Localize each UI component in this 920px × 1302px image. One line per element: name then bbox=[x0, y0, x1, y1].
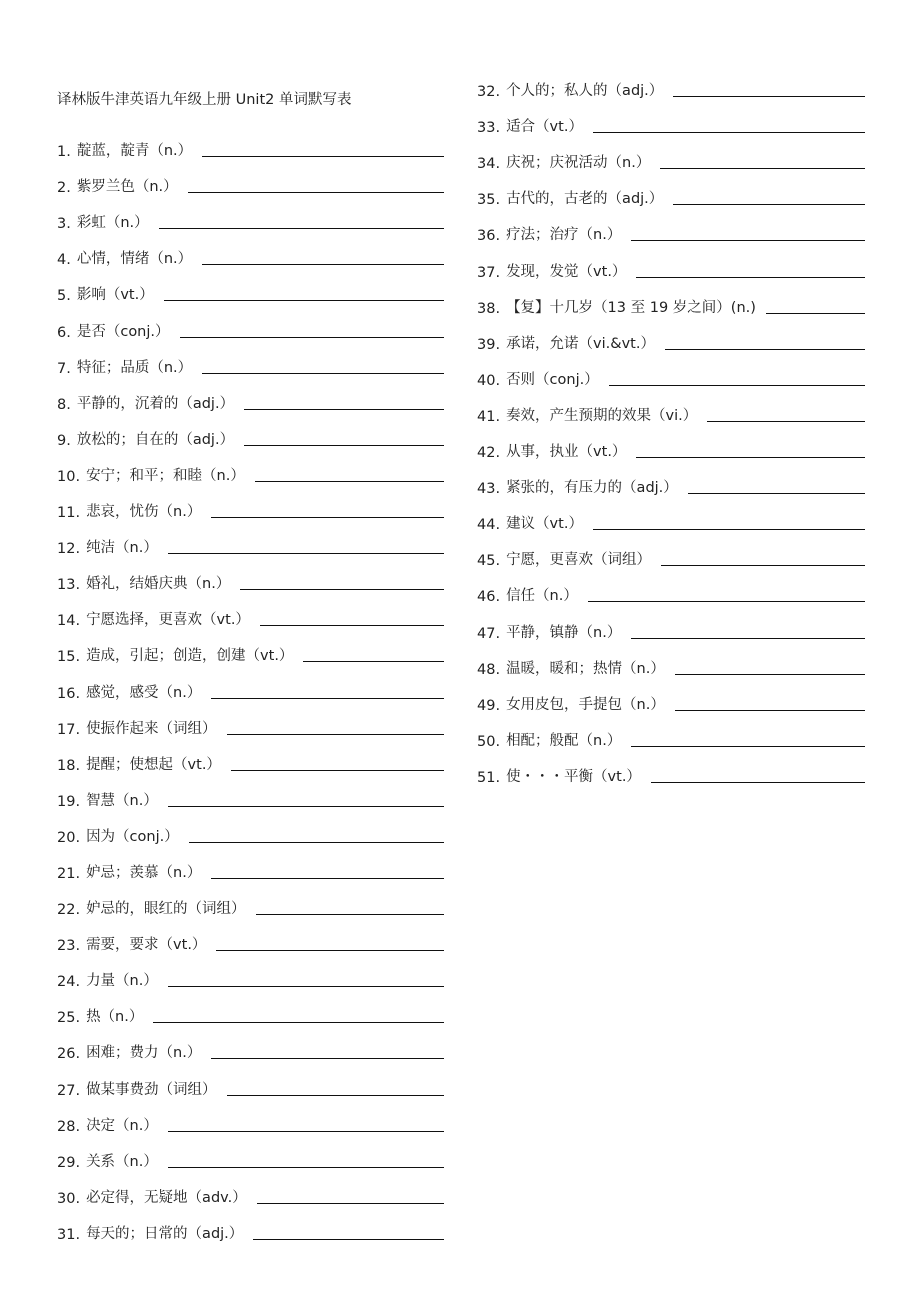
vocab-item bbox=[477, 605, 865, 641]
vocab-item bbox=[57, 341, 444, 377]
item-number: 10. bbox=[57, 468, 81, 485]
answer-blank-line[interactable] bbox=[153, 1022, 444, 1023]
answer-blank-line[interactable] bbox=[661, 565, 865, 566]
answer-blank-line[interactable] bbox=[164, 300, 444, 301]
answer-blank-line[interactable] bbox=[244, 409, 444, 410]
answer-blank-line[interactable] bbox=[673, 204, 865, 205]
vocab-item bbox=[477, 750, 865, 786]
answer-blank-line[interactable] bbox=[255, 481, 444, 482]
answer-blank-line[interactable] bbox=[609, 385, 865, 386]
vocab-item bbox=[477, 569, 865, 605]
vocab-item bbox=[477, 172, 865, 208]
left-column bbox=[57, 124, 444, 1243]
item-number: 7. bbox=[57, 360, 71, 377]
vocab-item bbox=[477, 425, 865, 461]
item-number: 26. bbox=[57, 1046, 81, 1063]
item-number: 41. bbox=[477, 408, 501, 425]
vocab-item bbox=[57, 882, 444, 918]
answer-blank-line[interactable] bbox=[227, 1095, 444, 1096]
item-prompt: 从事，执业（vt.） bbox=[506, 444, 627, 461]
item-prompt: 悲哀，忧伤（n.） bbox=[86, 504, 202, 521]
item-number: 15. bbox=[57, 649, 81, 666]
answer-blank-line[interactable] bbox=[675, 710, 865, 711]
item-prompt: 相配；般配（n.） bbox=[506, 732, 622, 749]
vocab-item bbox=[57, 1062, 444, 1098]
vocab-item bbox=[477, 64, 865, 100]
vocab-item bbox=[477, 353, 865, 389]
answer-blank-line[interactable] bbox=[303, 661, 444, 662]
item-number: 28. bbox=[57, 1118, 81, 1135]
item-prompt: 建议（vt.） bbox=[506, 516, 583, 533]
answer-blank-line[interactable] bbox=[168, 986, 444, 987]
item-number: 37. bbox=[477, 264, 501, 281]
item-prompt: 靛蓝，靛青（n.） bbox=[76, 143, 193, 160]
item-prompt: 影响（vt.） bbox=[76, 287, 154, 304]
item-prompt: 使振作起来（词组） bbox=[86, 720, 217, 737]
answer-blank-line[interactable] bbox=[766, 313, 865, 314]
item-number: 22. bbox=[57, 902, 81, 919]
vocab-item bbox=[57, 1207, 444, 1243]
item-number: 48. bbox=[477, 661, 501, 678]
item-prompt: 感觉，感受（n.） bbox=[86, 684, 202, 701]
answer-blank-line[interactable] bbox=[673, 96, 865, 97]
answer-blank-line[interactable] bbox=[707, 421, 865, 422]
item-number: 32. bbox=[477, 84, 501, 101]
answer-blank-line[interactable] bbox=[631, 746, 865, 747]
vocab-item bbox=[57, 665, 444, 701]
answer-blank-line[interactable] bbox=[231, 770, 444, 771]
item-number: 34. bbox=[477, 156, 501, 173]
vocab-item bbox=[477, 100, 865, 136]
item-number: 1. bbox=[57, 144, 71, 161]
item-number: 25. bbox=[57, 1010, 81, 1027]
item-prompt: 做某事费劲（词组） bbox=[86, 1081, 217, 1098]
answer-blank-line[interactable] bbox=[211, 698, 444, 699]
item-prompt: 造成，引起；创造，创建（vt.） bbox=[86, 648, 294, 665]
item-prompt: 承诺，允诺（vi.&vt.） bbox=[506, 335, 655, 352]
item-number: 21. bbox=[57, 865, 81, 882]
item-number: 35. bbox=[477, 192, 501, 209]
vocab-item bbox=[477, 533, 865, 569]
answer-blank-line[interactable] bbox=[211, 1058, 444, 1059]
item-number: 16. bbox=[57, 685, 81, 702]
answer-blank-line[interactable] bbox=[202, 373, 444, 374]
item-prompt: 女用皮包，手提包（n.） bbox=[506, 696, 665, 713]
answer-blank-line[interactable] bbox=[257, 1203, 444, 1204]
item-number: 6. bbox=[57, 324, 71, 341]
item-number: 29. bbox=[57, 1154, 81, 1171]
answer-blank-line[interactable] bbox=[202, 156, 444, 157]
item-prompt: 奏效，产生预期的效果（vi.） bbox=[506, 407, 698, 424]
right-column bbox=[477, 64, 865, 786]
answer-blank-line[interactable] bbox=[211, 517, 444, 518]
answer-blank-line[interactable] bbox=[159, 228, 444, 229]
answer-blank-line[interactable] bbox=[211, 878, 444, 879]
item-prompt: 婚礼，结婚庆典（n.） bbox=[86, 576, 231, 593]
item-prompt: 困难；费力（n.） bbox=[86, 1045, 202, 1062]
item-prompt: 否则（conj.） bbox=[506, 371, 599, 388]
item-number: 23. bbox=[57, 938, 81, 955]
item-prompt: 发现，发觉（vt.） bbox=[506, 263, 627, 280]
answer-blank-line[interactable] bbox=[244, 445, 444, 446]
vocab-item bbox=[57, 160, 444, 196]
item-number: 5. bbox=[57, 288, 71, 305]
item-prompt: 宁愿，更喜欢（词组） bbox=[506, 552, 652, 569]
item-prompt: 必定得，无疑地（adv.） bbox=[86, 1189, 247, 1206]
answer-blank-line[interactable] bbox=[227, 734, 444, 735]
item-prompt: 放松的；自在的（adj.） bbox=[76, 431, 235, 448]
vocab-item bbox=[57, 918, 444, 954]
answer-blank-line[interactable] bbox=[188, 192, 444, 193]
item-prompt: 智慧（n.） bbox=[86, 792, 158, 809]
item-number: 11. bbox=[57, 505, 81, 522]
item-number: 3. bbox=[57, 216, 71, 233]
item-prompt: 安宁；和平；和睦（n.） bbox=[86, 467, 245, 484]
vocab-item bbox=[57, 846, 444, 882]
item-prompt: 疗法；治疗（n.） bbox=[506, 227, 622, 244]
item-prompt: 妒忌；羡慕（n.） bbox=[86, 864, 202, 881]
vocab-item bbox=[57, 521, 444, 557]
vocab-item bbox=[57, 557, 444, 593]
item-prompt: 平静的，沉着的（adj.） bbox=[76, 395, 235, 412]
answer-blank-line[interactable] bbox=[593, 132, 865, 133]
answer-blank-line[interactable] bbox=[631, 240, 865, 241]
vocab-item bbox=[57, 810, 444, 846]
vocab-item bbox=[57, 593, 444, 629]
item-number: 43. bbox=[477, 481, 501, 498]
item-prompt: 温暖，暖和；热情（n.） bbox=[506, 660, 665, 677]
vocab-item bbox=[477, 317, 865, 353]
vocab-item bbox=[57, 954, 444, 990]
answer-blank-line[interactable] bbox=[665, 349, 865, 350]
vocab-item bbox=[57, 449, 444, 485]
vocab-item bbox=[57, 774, 444, 810]
vocab-item bbox=[477, 281, 865, 317]
answer-blank-line[interactable] bbox=[688, 493, 865, 494]
vocab-item bbox=[57, 1171, 444, 1207]
item-number: 12. bbox=[57, 541, 81, 558]
vocab-item bbox=[477, 244, 865, 280]
vocab-item bbox=[57, 485, 444, 521]
item-prompt: 每天的；日常的（adj.） bbox=[86, 1225, 244, 1242]
answer-blank-line[interactable] bbox=[189, 842, 444, 843]
item-number: 42. bbox=[477, 445, 501, 462]
item-prompt: 关系（n.） bbox=[86, 1153, 158, 1170]
answer-blank-line[interactable] bbox=[180, 337, 444, 338]
item-prompt: 纯洁（n.） bbox=[86, 540, 158, 557]
item-number: 47. bbox=[477, 625, 501, 642]
answer-blank-line[interactable] bbox=[168, 806, 444, 807]
vocab-item bbox=[57, 629, 444, 665]
item-number: 27. bbox=[57, 1082, 81, 1099]
item-number: 20. bbox=[57, 829, 81, 846]
vocab-item bbox=[477, 678, 865, 714]
vocab-item bbox=[57, 232, 444, 268]
vocab-item bbox=[477, 642, 865, 678]
item-prompt: 古代的，古老的（adj.） bbox=[506, 191, 664, 208]
item-prompt: 是否（conj.） bbox=[76, 323, 170, 340]
item-prompt: 力量（n.） bbox=[86, 973, 158, 990]
item-number: 50. bbox=[477, 733, 501, 750]
item-prompt: 提醒；使想起（vt.） bbox=[86, 756, 221, 773]
answer-blank-line[interactable] bbox=[168, 1131, 444, 1132]
answer-blank-line[interactable] bbox=[240, 589, 444, 590]
item-number: 49. bbox=[477, 697, 501, 714]
answer-blank-line[interactable] bbox=[253, 1239, 444, 1240]
vocab-item bbox=[57, 1026, 444, 1062]
vocab-item bbox=[477, 208, 865, 244]
answer-blank-line[interactable] bbox=[675, 674, 865, 675]
item-number: 51. bbox=[477, 769, 501, 786]
item-number: 30. bbox=[57, 1190, 81, 1207]
item-number: 40. bbox=[477, 372, 501, 389]
item-number: 46. bbox=[477, 589, 501, 606]
item-number: 36. bbox=[477, 228, 501, 245]
item-number: 14. bbox=[57, 613, 81, 630]
item-number: 39. bbox=[477, 336, 501, 353]
answer-blank-line[interactable] bbox=[631, 638, 865, 639]
item-number: 2. bbox=[57, 180, 71, 197]
item-prompt: 妒忌的，眼红的（词组） bbox=[86, 901, 246, 918]
item-number: 18. bbox=[57, 757, 81, 774]
answer-blank-line[interactable] bbox=[636, 277, 865, 278]
item-prompt: 因为（conj.） bbox=[86, 828, 179, 845]
vocab-item bbox=[57, 413, 444, 449]
answer-blank-line[interactable] bbox=[588, 601, 865, 602]
item-prompt: 【复】十几岁（13 至 19 岁之间）(n.) bbox=[506, 299, 756, 316]
answer-blank-line[interactable] bbox=[202, 264, 444, 265]
vocab-item bbox=[57, 702, 444, 738]
item-prompt: 平静，镇静（n.） bbox=[506, 624, 622, 641]
item-prompt: 个人的；私人的（adj.） bbox=[506, 83, 664, 100]
answer-blank-line[interactable] bbox=[260, 625, 444, 626]
vocab-item bbox=[57, 196, 444, 232]
item-number: 8. bbox=[57, 396, 71, 413]
vocab-item bbox=[57, 377, 444, 413]
vocab-item bbox=[477, 714, 865, 750]
item-prompt: 热（n.） bbox=[86, 1009, 144, 1026]
answer-blank-line[interactable] bbox=[216, 950, 444, 951]
item-number: 17. bbox=[57, 721, 81, 738]
answer-blank-line[interactable] bbox=[168, 1167, 444, 1168]
item-prompt: 紧张的，有压力的（adj.） bbox=[506, 480, 678, 497]
vocab-item bbox=[57, 1135, 444, 1171]
answer-blank-line[interactable] bbox=[636, 457, 865, 458]
item-number: 4. bbox=[57, 252, 71, 269]
item-number: 31. bbox=[57, 1226, 81, 1243]
vocab-item bbox=[477, 389, 865, 425]
item-prompt: 紫罗兰色（n.） bbox=[76, 179, 178, 196]
item-number: 33. bbox=[477, 120, 501, 137]
item-number: 24. bbox=[57, 974, 81, 991]
vocab-item bbox=[57, 1099, 444, 1135]
item-prompt: 宁愿选择，更喜欢（vt.） bbox=[86, 612, 250, 629]
item-prompt: 适合（vt.） bbox=[506, 119, 583, 136]
item-number: 9. bbox=[57, 432, 71, 449]
answer-blank-line[interactable] bbox=[651, 782, 865, 783]
vocab-item bbox=[477, 461, 865, 497]
item-prompt: 使・・・平衡（vt.） bbox=[506, 768, 641, 785]
item-prompt: 需要，要求（vt.） bbox=[86, 937, 207, 954]
vocab-item bbox=[57, 990, 444, 1026]
item-number: 44. bbox=[477, 517, 501, 534]
item-prompt: 庆祝；庆祝活动（n.） bbox=[506, 155, 651, 172]
vocab-item bbox=[477, 497, 865, 533]
item-number: 13. bbox=[57, 577, 81, 594]
vocab-item bbox=[57, 738, 444, 774]
item-prompt: 信任（n.） bbox=[506, 588, 578, 605]
vocab-item bbox=[477, 136, 865, 172]
worksheet-title: 译林版牛津英语九年级上册 Unit2 单词默写表 bbox=[57, 92, 352, 108]
item-prompt: 心情，情绪（n.） bbox=[76, 251, 193, 268]
answer-blank-line[interactable] bbox=[256, 914, 444, 915]
item-number: 19. bbox=[57, 793, 81, 810]
item-prompt: 特征；品质（n.） bbox=[76, 359, 193, 376]
item-number: 38. bbox=[477, 300, 501, 317]
item-number: 45. bbox=[477, 553, 501, 570]
answer-blank-line[interactable] bbox=[660, 168, 865, 169]
answer-blank-line[interactable] bbox=[168, 553, 444, 554]
item-prompt: 决定（n.） bbox=[86, 1117, 158, 1134]
vocab-item bbox=[57, 124, 444, 160]
item-prompt: 彩虹（n.） bbox=[76, 215, 149, 232]
answer-blank-line[interactable] bbox=[593, 529, 865, 530]
vocab-item bbox=[57, 268, 444, 304]
vocab-item bbox=[57, 304, 444, 340]
